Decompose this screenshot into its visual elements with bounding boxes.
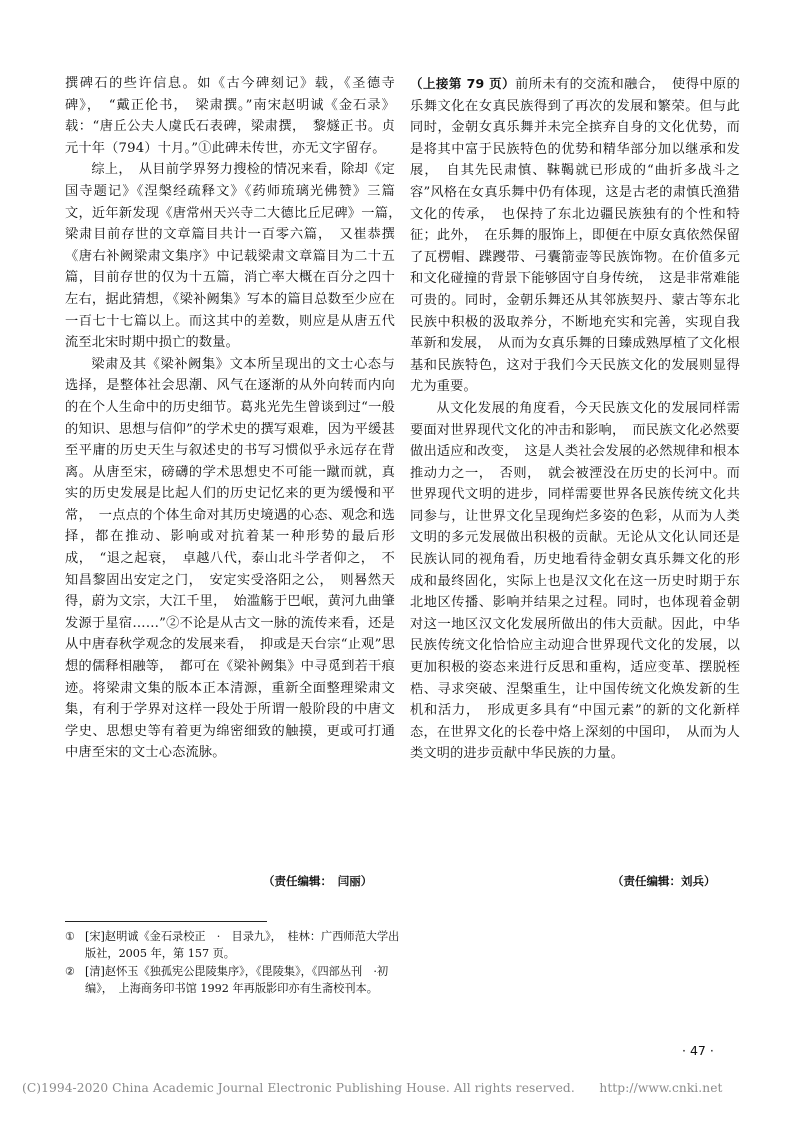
footnote-divider bbox=[65, 921, 267, 922]
right-paragraph-2: 从文化发展的角度看，今天民族文化的发展同样需要面对世界现代文化的冲击和影响， 而民族文化必然要做出适应和改变， 这是人类社会发展的必然规律和根本推动力之一， 否则， 就会被湮没在历史的长河中。而世界现代文明的进步，同样需要世界各民族传统文化共同参与，让世界文化呈现绚烂多姿的色彩，从而为人类文明的多元发展做出积极的贡献。无论从文化认同还是民族认同的视角看，历史地看待金朝女真乐舞文化的形成和最终固化，实际上也是汉文化在这一历史时期于东北地区传播、影响并结果之过程。同时，也体现着金朝对这一地区汉文化发展所做出的伟大贡献。因此，中华民族传统文化恰恰应主动迎合世界现代文化的发展，以更加积极的姿态来进行反思和重构，适应变革、摆脱桎梏、寻求突破、涅槃重生，让中国传统文化焕发新的生机和活力， 形成更多具有“中国元素”的新的文化新样态，在世界文化的长卷中烙上深刻的中国印， 从而为人类文明的进步贡献中华民族的力量。 bbox=[410, 400, 740, 762]
copyright-line: (C)1994-2020 China Academic Journal Electronic Publishing House. All rights reserved. http://www.cnki.net bbox=[22, 1081, 723, 1095]
footnote-1-mark: ① bbox=[65, 930, 76, 943]
left-paragraph-3: 梁肃及其《梁补阙集》文本所呈现出的文士心态与选择，是整体社会思潮、风气在逐渐的从外向转而内向的在个人生命中的历史细节。葛兆光先生曾谈到过“一般的知识、思想与信仰”的学术史的撰写艰难，因为平缓甚至平庸的历史天生与叙述史的书写习惯似乎永远存在背离。从唐至宋，磅礴的学术思想史不可能一蹴而就，真实的历史发展是比起人们的历史记忆来的更为缓慢和平常， 一点点的个体生命对其历史境遇的心态、观念和选择，都在推动、影响或对抗着某一种形势的最后形成， “退之起衰， 卓越八代，泰山北斗学者仰之， 不知昌黎固出安定之门， 安定实受洛阳之公， 则晷然天得，蔚为文宗，大江千里， 始滥觞于巴岷，黄河九曲肇发源于星宿……”②不论是从古文一脉的流传来看，还是从中唐春秋学观念的发展来看， 抑或是天台宗“止观”思想的儒释相融等， 都可在《梁补阙集》中寻觅到若干痕迹。将梁肃文集的版本正本清源，重新全面整理梁肃文集，有利于学界对这样一段处于所谓一般阶段的中唐文学史、思想史等有着更为绵密细致的触摸，更或可打通中唐至宋的文士心态流脉。 bbox=[65, 356, 395, 761]
left-column bbox=[65, 73, 409, 764]
left-paragraph-2: 综上， 从目前学界努力搜检的情况来看，除却《定国寺题记》《涅槃经疏释文》《药师琉璃光佛赞》三篇文，近年新发现《唐常州天兴寺二大德比丘尼碑》一篇， 梁肃目前存世的文章篇目共计一百零六篇， 又崔恭撰《唐右补阙梁肃文集序》中记载梁肃文章篇目为二十五篇，目前存世的仅为十五篇，消亡率大概在百分之四十左右，据此猜想，《梁补阙集》写本的篇目总数至少应在一百七十七篇以上。而这其中的差数，则应是从唐五代流至北宋时期中损亡的数量。 bbox=[65, 162, 409, 351]
footnote-1 bbox=[65, 929, 410, 962]
left-paragraph-1: 撰碑石的些许信息。如《古今碑刻记》载，《圣德寺碑》， “戴正伦书， 梁肃撰。”南宋赵明诚《金石录》载：“唐丘公夫人虞氏石表碑，梁肃撰， 黎燧正书。贞元十年（794）十月。”①此碑未传世，亦无文字留存。 bbox=[65, 76, 395, 156]
footnotes bbox=[65, 929, 410, 999]
footnote-2-text: [清]赵怀玉《独孤宪公毘陵集序》，《毘陵集》，《四部丛刊 ·初编》， 上海商务印书馆 1992 年再版影印亦有生斋校刊本。 bbox=[85, 965, 389, 995]
right-paragraph-1 bbox=[410, 73, 740, 398]
page-number: · 47 · bbox=[682, 1043, 714, 1058]
editor-credit-left: （责任编辑： 闫丽） bbox=[263, 874, 373, 888]
editor-credit-right: （责任编辑：刘兵） bbox=[612, 874, 716, 888]
right-column bbox=[410, 73, 740, 765]
continued-from-note: （上接第 79 页） bbox=[410, 76, 516, 91]
footnote-2 bbox=[65, 964, 410, 997]
footnote-2-mark: ② bbox=[65, 965, 76, 978]
right-paragraph-1-text: 前所未有的交流和融合， 使得中原的乐舞文化在女真民族得到了再次的发展和繁荣。但与此同时，金朝女真乐舞并未完全摈弃自身的文化优势，而是将其中富于民族特色的优势和精华部分加以继承和发展， 自其先民肃慎、靺鞨就已形成的“曲折多战斗之容”风格在女真乐舞中仍有体现，这是古老的肃慎氏渔猎文化的传承， 也保持了东北边疆民族独有的个性和特征；此外， 在乐舞的服饰上，即便在中原女真依然保留了瓦楞帽、蹀躞带、弓囊箭壶等民族饰物。在价值多元和文化碰撞的背景下能够固守自身传统， 这是非常难能可贵的。同时，金朝乐舞还从其邻族契丹、蒙古等东北民族中积极的汲取养分，不断地充实和完善，实现自我革新和发展， 从而为女真乐舞的日臻成熟厚植了文化根基和民族特色，这对于我们今天民族文化的发展则显得尤为重要。 bbox=[410, 77, 740, 395]
footnote-1-text: [宋]赵明诚《金石录校正 · 目录九》， 桂林：广西师范大学出版社，2005 年，第 157 页。 bbox=[85, 930, 400, 960]
